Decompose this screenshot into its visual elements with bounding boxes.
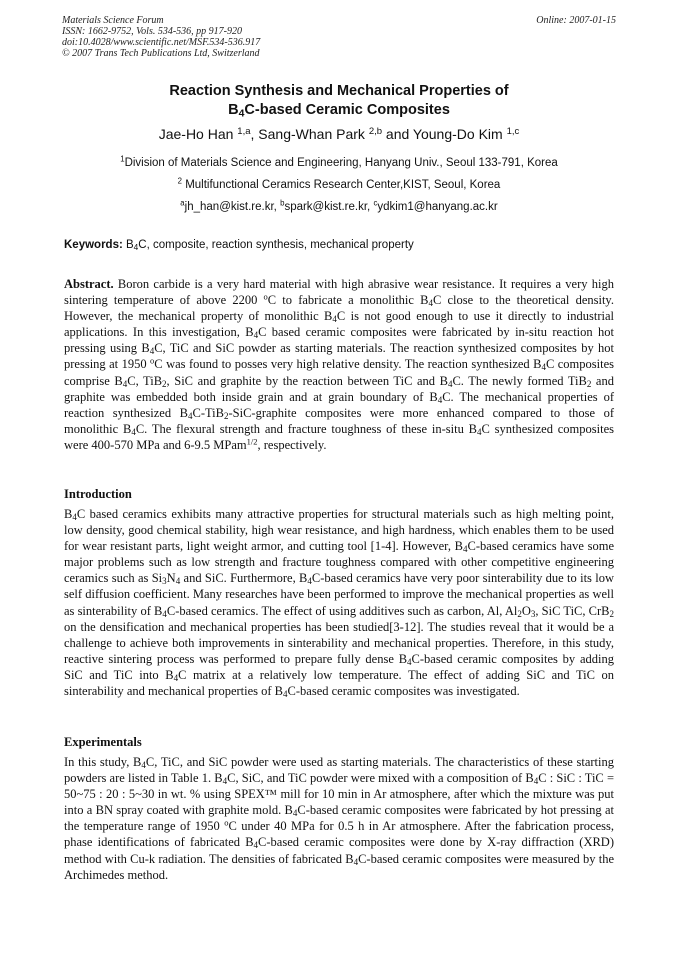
affiliation-1: $^1$Division of Materials Science and Engineering, Hanyang Univ., Seoul 133-791, Korea	[120, 154, 558, 169]
doi-line: doi:10.4028/www.scientific.net/MSF.534-536.917	[62, 37, 261, 48]
abstract-label: Abstract.	[64, 277, 114, 291]
title-line-1: Reaction Synthesis and Mechanical Properties of	[169, 83, 509, 99]
abstract-paragraph: Abstract. Boron carbide is a very hard material with high abrasive wear resistance. It requires a very high sintering temperature of above 2200 $^o$C to fabricate a monolithic $B_4C$ close to the theoretical density. However, the mechanical property of monolithic $B_4C$ is not good enough to use it directly to industrial applications. In this investigation, $B_4C$ based ceramic composites were fabricated by in-situ reaction hot pressing using $B_4C$, TiC and SiC powder as starting materials. The reaction synthesized composites by hot pressing at 1950 $^o$C was found to posses very high relative density. The reaction synthesized $B_4C$ composites comprise $B_4C$, TiB$_2$, SiC and graphite by the reaction between TiC and $B_4C$. The newly formed TiB$_2$ and graphite was embedded both inside grain and at grain boundary of $B_4C$. The mechanical properties of reaction synthesized $B_4C-TiB_2-SiC$-graphite composites were more enhanced compared to those of monolithic $B_4C$. The flexural strength and fracture toughness of these in-situ $B_4C$ synthesized composites were 400-570 MPa and 6-9.5 MPam$^{1/2}$, respectively.	[64, 277, 615, 452]
author-list: Jae-Ho Han $^{1,a}$, Sang-Whan Park $^{2,b}$ and Young-Do Kim $^{1,c}$	[158, 125, 520, 142]
introduction-paragraph: $B_4C$ based ceramics exhibits many attractive properties for structural materials such as high melting point, low density, good chemical stability, high wear resistance, and high hardness, which enables them to be used for wear resistant parts, light weight armor, and cutting tool [1-4]. However, $B_4C$-based ceramics have some major problems such as low strength and fracture toughness compared with other competitive engineering ceramics such as $Si_3N_4$ and SiC. Furthermore, $B_4C$-based ceramics have very poor sinterability due to its low self diffusion coefficient. Many researches have been performed to improve the mechanical properties as well as sinterability of $B_4C$-based ceramics. The effect of using additives such as carbon, Al, $Al_2O_3$, SiC TiC, CrB$_2$ on the densification and mechanical properties has been studied[3-12]. The studies reveal that it would be a challenge to achieve both improvements in sinterability and mechanical properties. Therefore, in this study, reactive sintering process was performed to prepare fully dense $B_4C$-based ceramic composites by adding SiC and TiC into $B_4C$ matrix at a relatively low temperature. The effect of adding SiC and TiC on sinterability and mechanical properties of $B_4C$-based ceramic composites was investigated.	[64, 507, 615, 699]
journal-name: Materials Science Forum	[62, 15, 164, 26]
experimentals-heading: Experimentals	[64, 735, 142, 749]
paper-title	[0, 82, 678, 120]
copyright-line: © 2007 Trans Tech Publications Ltd, Switzerland	[62, 48, 260, 59]
affiliation-2: $^2$ Multifunctional Ceramics Research Center,KIST, Seoul, Korea	[177, 176, 501, 191]
keywords-label: Keywords:	[64, 239, 123, 251]
title-line-2: $B_4C$-based Ceramic Composites	[228, 102, 450, 120]
experimentals-paragraph: In this study, $B_4C$, TiC, and SiC powder were used as starting materials. The characteristics of these starting powders are listed in Table 1. $B_4C$, SiC, and TiC powder were mixed with a composition of $B_4C$ : SiC : TiC = 50~75 : 20 : 5~30 in wt. % using SPEX™ mill for 10 min in Ar atmosphere, after which the mixture was put into a BN spray coated with graphite mold. $B_4C$-based ceramic composites were fabricated by hot pressing at the temperature range of 1950 $^o$C under 40 MPa for 0.5 h in Ar atmosphere. After the fabrication process, phase identifications of fabricated $B_4C$-based ceramic composites were done by X-ray diffraction (XRD) method with Cu-k radiation. The densities of fabricated $B_4C$-based ceramic composites were measured by the Archimedes method.	[64, 755, 614, 882]
journal-header	[62, 15, 260, 59]
keywords-line: Keywords: $B_4C$, composite, reaction synthesis, mechanical property	[64, 239, 414, 252]
issn-line: ISSN: 1662-9752, Vols. 534-536, pp 917-920	[62, 26, 242, 37]
introduction-heading: Introduction	[64, 487, 132, 501]
author-emails: $^a$jh_han@kist.re.kr, $^b$spark@kist.re.kr, $^c$ydkim1@hanyang.ac.kr	[180, 198, 498, 213]
online-date: Online: 2007-01-15	[536, 15, 616, 26]
